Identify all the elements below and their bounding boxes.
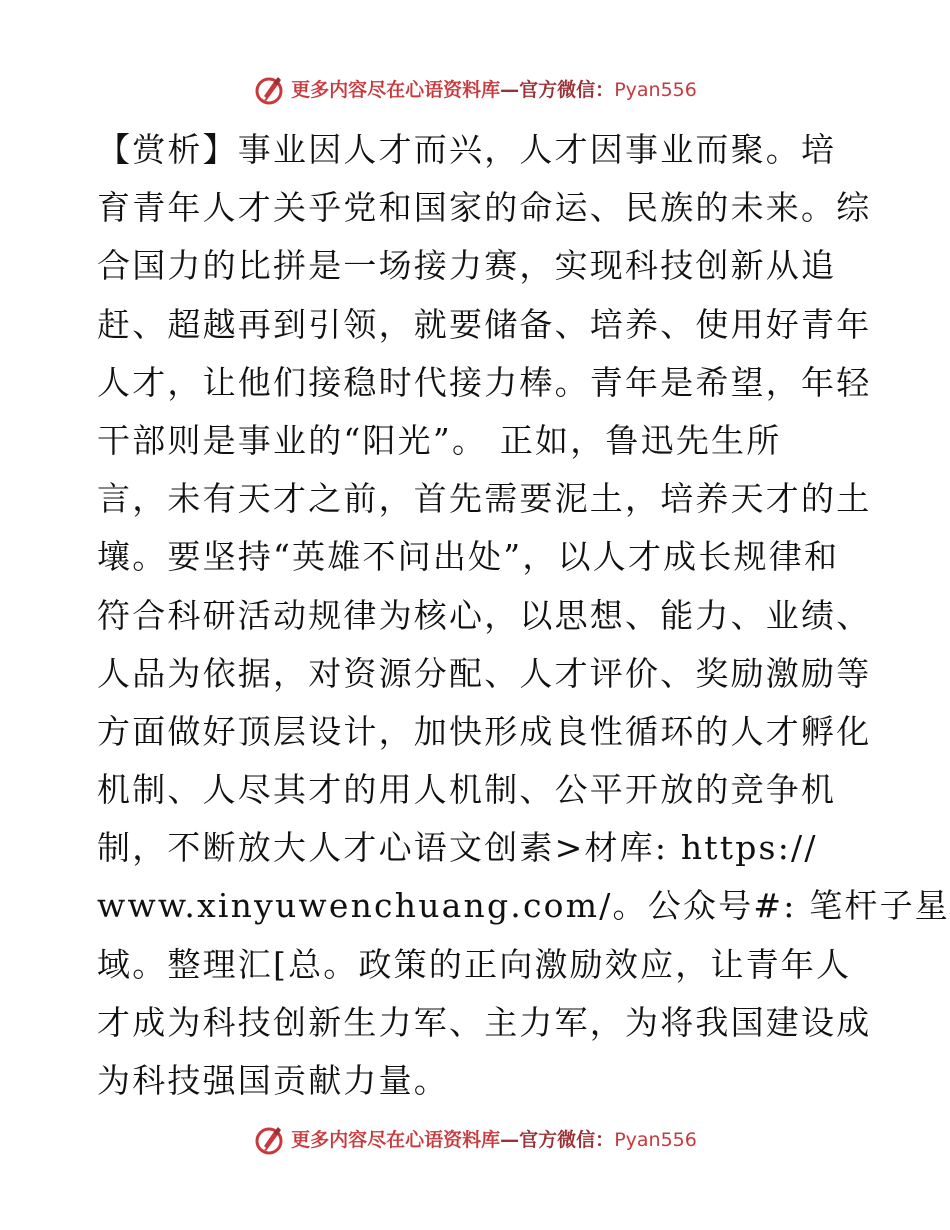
article-line: 壤。要坚持“英雄不问出处”，以人才成长规律和 [97,537,840,577]
article-line: 域。整理汇[总。政策的正向激励效应，让青年人 [97,944,852,984]
article-line: 育青年人才关乎党和国家的命运、民族的未来。综 [97,188,872,228]
article-line: 合国力的比拼是一场接力赛，实现科技创新从追 [97,246,837,286]
article-line: 【赏析】事业因人才而兴，人才因事业而聚。培 [97,130,837,169]
article-line: 为科技强国贡献力量。 [97,1061,449,1100]
article-line: 方面做好顶层设计，加快形成良性循环的人才孵化 [97,711,872,751]
pen-logo-icon [253,74,285,106]
banner-separator: — [500,78,520,101]
article-line: 人才，让他们接稳时代接力棒。青年是希望，年轻 [97,362,872,402]
banner-main-text: 更多内容尽在心语资料库 [291,78,501,101]
footer-watermark-banner [0,1120,950,1160]
banner-wechat-id: Pyan556 [614,78,697,101]
banner-wechat-label: 官方微信： [519,78,615,101]
article-line: 符合科研活动规律为核心，以思想、能力、业绩、 [97,595,872,635]
article-line: www.xinyuwenchuang.com/。公众号#: 笔杆子星 [97,886,950,926]
pen-logo-icon [253,1124,285,1156]
article-body [97,121,950,1110]
banner-text [291,78,697,101]
banner-wechat-id: Pyan556 [614,1128,697,1151]
header-watermark-banner [0,70,950,110]
banner-text [291,1128,697,1151]
article-line: 赶、超越再到引领，就要储备、培养、使用好青年 [97,304,872,344]
article-line: 才成为科技创新生力军、主力军，为将我国建设成 [97,1002,872,1042]
article-line: 干部则是事业的“阳光”。 正如，鲁迅先生所 [97,420,782,460]
banner-main-text: 更多内容尽在心语资料库 [291,1128,501,1151]
article-line: 机制、人尽其才的用人机制、公平开放的竞争机 [97,770,837,810]
article-line: 人品为依据，对资源分配、人才评价、奖励激励等 [97,653,872,693]
article-line: 言，未有天才之前，首先需要泥土，培养天才的土 [97,479,872,519]
banner-wechat-label: 官方微信： [519,1128,615,1151]
article-line: 制，不断放大人才心语文创素>材库: https:// [97,828,818,868]
banner-separator: — [500,1128,520,1151]
